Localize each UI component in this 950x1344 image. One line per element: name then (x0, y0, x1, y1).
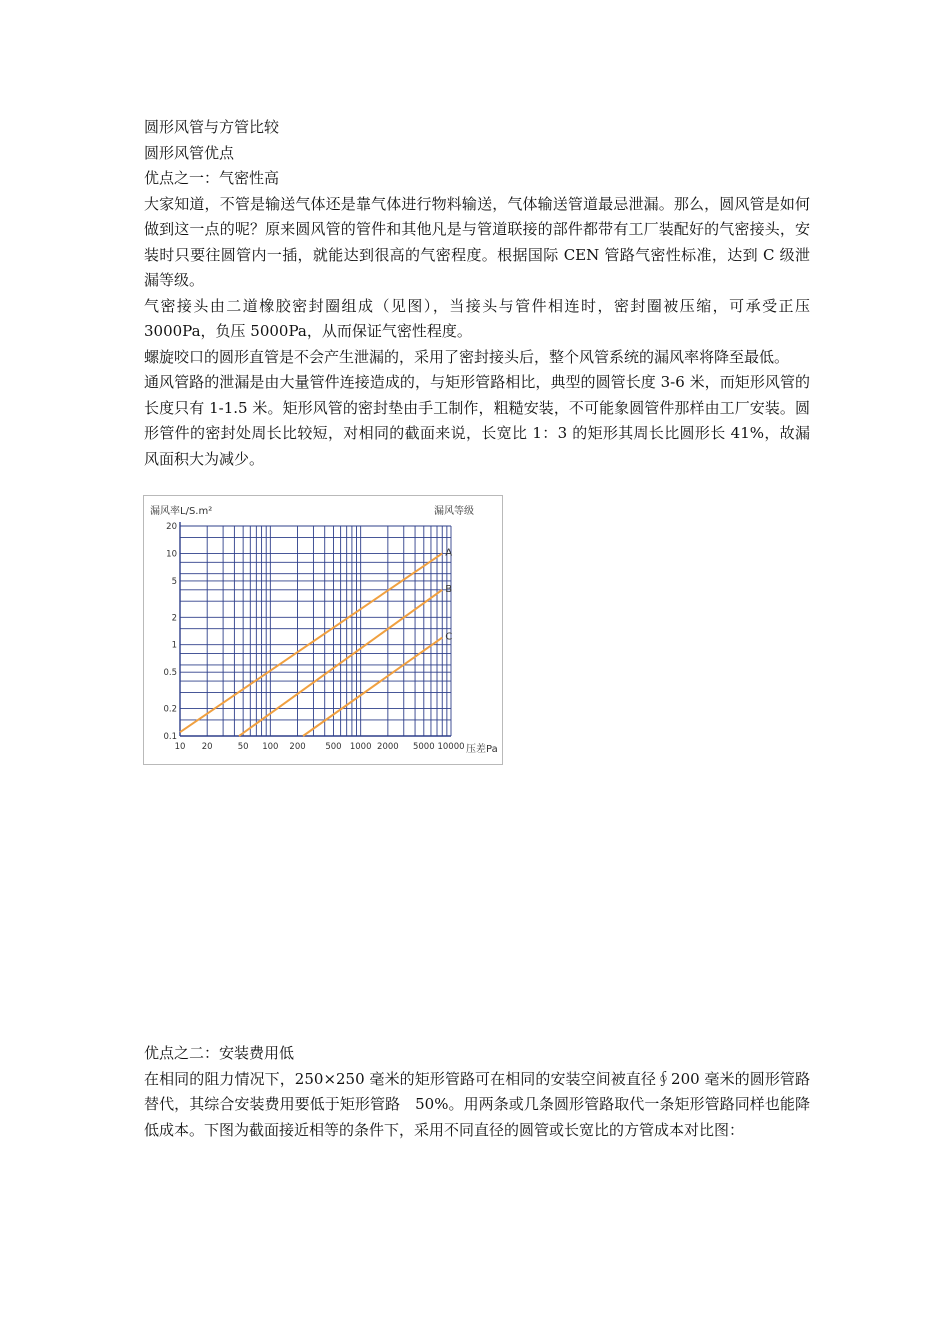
chart-y-tick-label: 20 (166, 522, 177, 532)
section1-paragraph: 螺旋咬口的圆形直管是不会产生泄漏的，采用了密封接头后，整个风管系统的漏风率将降至最低。 (144, 347, 790, 366)
chart-y-tick-label: 5 (171, 576, 177, 587)
chart-x-tick-label: 100 (262, 742, 279, 752)
chart-y-tick-label: 1 (171, 640, 177, 651)
chart-x-tick-label: 5000 (412, 742, 435, 752)
chart-x-tick-label: 20 (201, 742, 213, 752)
chart-x-tick-label: 50 (237, 742, 249, 752)
leakage-chart (143, 495, 503, 765)
chart-x-tick-label: 10 (174, 742, 186, 752)
chart-y-tick-label: 0.2 (163, 704, 177, 715)
chart-y-tick-label: 0.1 (163, 732, 177, 742)
chart-y-tick-label: 10 (166, 549, 177, 560)
chart-y-axis-label: 漏风率L/S.m² (150, 506, 213, 517)
section1-title: 优点之一：气密性高 (144, 169, 280, 187)
chart-x-tick-label: 1000 (349, 742, 372, 752)
section1-paragraph: 大家知道，不管是输送气体还是靠气体进行物料输送，气体输送管道最忌泄漏。那么，圆风管是如何做到这一点的呢？原来圆风管的管件和其他凡是与管道联接的部件都带有工厂装配好的气密接头，安装时只要往圆管内一插，就能达到很高的气密程度。根据国际 CEN 管路气密性标准，达到 C 级泄漏等级。 (144, 194, 810, 289)
section2-paragraph: 在相同的阻力情况下，250×250 毫米的矩形管路可在相同的安装空间被直径∮200 毫米的圆形管路替代，其综合安装费用要低于矩形管路 50%。用两条或几条圆形管路取代一条矩形管路同样也能降低成本。下图为截面接近相等的条件下，采用不同直径的圆管或长宽比的方管成本对比图： (144, 1069, 810, 1139)
text-block-bottom (144, 1041, 810, 1143)
chart-x-tick-label: 200 (289, 742, 306, 752)
text-block-top (144, 115, 810, 472)
chart-series-line-C (303, 638, 442, 736)
leakage-chart-svg (144, 496, 504, 766)
section2-title: 优点之二：安装费用低 (144, 1044, 295, 1062)
chart-legend-title: 漏风等级 (434, 506, 474, 517)
section1-paragraph: 通风管路的泄漏是由大量管件连接造成的，与矩形管路相比，典型的圆管长度 3-6 米，而矩形风管的长度只有 1-1.5 米。矩形风管的密封垫由手工制作，粗糙安装，不可能象圆管件那样由工厂安装。圆形管件的密封处周长比较短，对相同的截面来说，长宽比 1：3 的矩形其周长比圆形长 41%，故漏风面积大为减少。 (144, 373, 810, 468)
chart-series-label-A: A (445, 547, 453, 559)
chart-series-label-B: B (445, 583, 453, 595)
chart-y-tick-label: 2 (171, 613, 177, 624)
chart-x-tick-label: 10000 (437, 742, 465, 752)
document-title: 圆形风管与方管比较 (144, 118, 280, 136)
chart-x-tick-label: 500 (325, 742, 342, 752)
chart-x-tick-label: 2000 (377, 742, 399, 752)
chart-y-tick-label: 0.5 (163, 668, 177, 679)
document-subtitle: 圆形风管优点 (144, 143, 235, 162)
chart-series-label-C: C (445, 631, 453, 643)
section1-paragraph: 气密接头由二道橡胶密封圈组成（见图），当接头与管件相连时，密封圈被压缩，可承受正压 3000Pa，负压 5000Pa，从而保证气密性程度。 (144, 296, 810, 340)
chart-x-axis-label: 压差Pa (466, 744, 498, 755)
chart-series-line-A (180, 553, 442, 732)
